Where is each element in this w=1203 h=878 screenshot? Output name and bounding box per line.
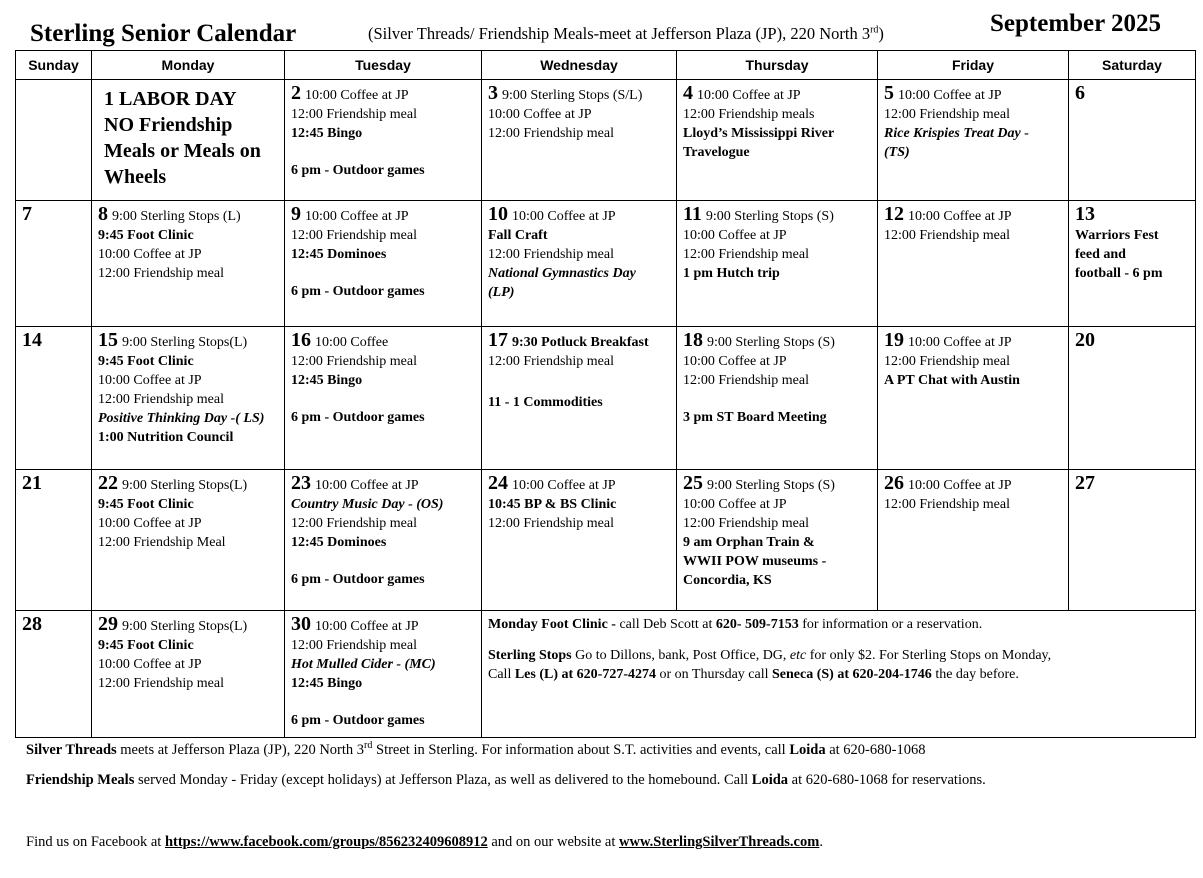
- day-cell-5: 5 10:00 Coffee at JP 12:00 Friendship meal Rice Krispies Treat Day - (TS): [878, 80, 1069, 201]
- day-cell-12: 12 10:00 Coffee at JP 12:00 Friendship meal: [878, 201, 1069, 327]
- subtitle: (Silver Threads/ Friendship Meals-meet at Jefferson Plaza (JP), 220 North 3rd): [368, 24, 884, 43]
- day-cell-1: [92, 80, 285, 201]
- day-cell-8: 8 9:00 Sterling Stops (L) 9:45 Foot Clinic 10:00 Coffee at JP 12:00 Friendship meal: [92, 201, 285, 327]
- header: [0, 0, 1203, 52]
- day-cell-21: 21: [16, 470, 92, 611]
- labor-day-notice: 1 LABOR DAY NO Friendship Meals or Meals on Wheels: [104, 88, 261, 188]
- facebook-link[interactable]: https://www.facebook.com/groups/856232409608912: [164, 834, 488, 850]
- day-cell-11: 11 9:00 Sterling Stops (S) 10:00 Coffee at JP 12:00 Friendship meal 1 pm Hutch trip: [677, 201, 878, 327]
- day-cell-24: 24 10:00 Coffee at JP 10:45 BP & BS Clinic 12:00 Friendship meal: [482, 470, 677, 611]
- day-cell-6: 6: [1069, 80, 1196, 201]
- day-cell-25: 25 9:00 Sterling Stops (S) 10:00 Coffee at JP 12:00 Friendship meal 9 am Orphan Train & WWII POW museums - Concordia, KS: [677, 470, 878, 611]
- day-cell-15: 15 9:00 Sterling Stops(L) 9:45 Foot Clinic 10:00 Coffee at JP 12:00 Friendship meal Positive Thinking Day -( LS) 1:00 Nutrition Council: [92, 327, 285, 470]
- week-row: [16, 470, 1196, 611]
- day-cell-7: 7: [16, 201, 92, 327]
- website-link[interactable]: www.SterlingSilverThreads.com: [619, 834, 820, 850]
- day-cell-4: 4 10:00 Coffee at JP 12:00 Friendship meals Lloyd’s Mississippi River Travelogue: [677, 80, 878, 201]
- day-cell-17: 17 9:30 Potluck Breakfast 12:00 Friendship meal 11 - 1 Commodities: [482, 327, 677, 470]
- day-header-wednesday: Wednesday: [482, 51, 677, 80]
- day-cell-27: 27: [1069, 470, 1196, 611]
- day-cell-22: 22 9:00 Sterling Stops(L) 9:45 Foot Clinic 10:00 Coffee at JP 12:00 Friendship Meal: [92, 470, 285, 611]
- day-cell-19: 19 10:00 Coffee at JP 12:00 Friendship meal A PT Chat with Austin: [878, 327, 1069, 470]
- foot-clinic-note: Monday Foot Clinic - call Deb Scott at 620- 509-7153 for information or a reservation.: [488, 617, 983, 632]
- week-row: [16, 327, 1196, 470]
- day-header-sunday: Sunday: [16, 51, 92, 80]
- sterling-stops-note: Sterling Stops Go to Dillons, bank, Post Office, DG, etc for only $2. For Sterling Stops on Monday,: [488, 648, 1052, 663]
- month-title: September 2025: [990, 10, 1162, 37]
- week-row: [16, 611, 1196, 738]
- day-cell-empty: [16, 80, 92, 201]
- contact-links: Find us on Facebook at https://www.facebook.com/groups/856232409608912 and on our website at www.SterlingSilverThreads.com.: [26, 834, 823, 850]
- day-cell-18: 18 9:00 Sterling Stops (S) 10:00 Coffee at JP 12:00 Friendship meal 3 pm ST Board Meeting: [677, 327, 878, 470]
- calendar-grid: [15, 50, 1196, 738]
- day-header-friday: Friday: [878, 51, 1069, 80]
- day-cell-29: 29 9:00 Sterling Stops(L) 9:45 Foot Clinic 10:00 Coffee at JP 12:00 Friendship meal: [92, 611, 285, 738]
- info-notes: [482, 611, 1196, 738]
- friendship-meals-info: Friendship Meals served Monday - Friday (except holidays) at Jefferson Plaza, as well as delivered to the homebound. Call Loida at 620-680-1068 for reservations.: [26, 772, 986, 788]
- day-cell-28: 28: [16, 611, 92, 738]
- day-cell-16: 16 10:00 Coffee 12:00 Friendship meal 12:45 Bingo 6 pm - Outdoor games: [285, 327, 482, 470]
- sterling-stops-call-note: Call Les (L) at 620-727-4274 or on Thursday call Seneca (S) at 620-204-1746 the day before.: [488, 667, 1019, 682]
- day-cell-23: 23 10:00 Coffee at JP Country Music Day - (OS) 12:00 Friendship meal 12:45 Dominoes 6 pm - Outdoor games: [285, 470, 482, 611]
- day-header-monday: Monday: [92, 51, 285, 80]
- silver-threads-info: Silver Threads meets at Jefferson Plaza (JP), 220 North 3rd Street in Sterling. For information about S.T. activities and events, call Loida at 620-680-1068: [26, 740, 926, 758]
- day-cell-30: 30 10:00 Coffee at JP 12:00 Friendship meal Hot Mulled Cider - (MC) 12:45 Bingo 6 pm - Outdoor games: [285, 611, 482, 738]
- week-row: [16, 201, 1196, 327]
- week-row: [16, 80, 1196, 201]
- day-cell-10: 10 10:00 Coffee at JP Fall Craft 12:00 Friendship meal National Gymnastics Day (LP): [482, 201, 677, 327]
- day-header-thursday: Thursday: [677, 51, 878, 80]
- day-cell-14: 14: [16, 327, 92, 470]
- day-cell-20: 20: [1069, 327, 1196, 470]
- day-cell-13: 13 Warriors Fest feed and football - 6 pm: [1069, 201, 1196, 327]
- day-header-saturday: Saturday: [1069, 51, 1196, 80]
- day-header-tuesday: Tuesday: [285, 51, 482, 80]
- day-cell-9: 9 10:00 Coffee at JP 12:00 Friendship meal 12:45 Dominoes 6 pm - Outdoor games: [285, 201, 482, 327]
- day-cell-26: 26 10:00 Coffee at JP 12:00 Friendship meal: [878, 470, 1069, 611]
- weekday-header-row: [16, 51, 1196, 80]
- day-cell-2: 2 10:00 Coffee at JP 12:00 Friendship meal 12:45 Bingo 6 pm - Outdoor games: [285, 80, 482, 201]
- page-title: Sterling Senior Calendar: [30, 20, 297, 47]
- day-cell-3: 3 9:00 Sterling Stops (S/L) 10:00 Coffee at JP 12:00 Friendship meal: [482, 80, 677, 201]
